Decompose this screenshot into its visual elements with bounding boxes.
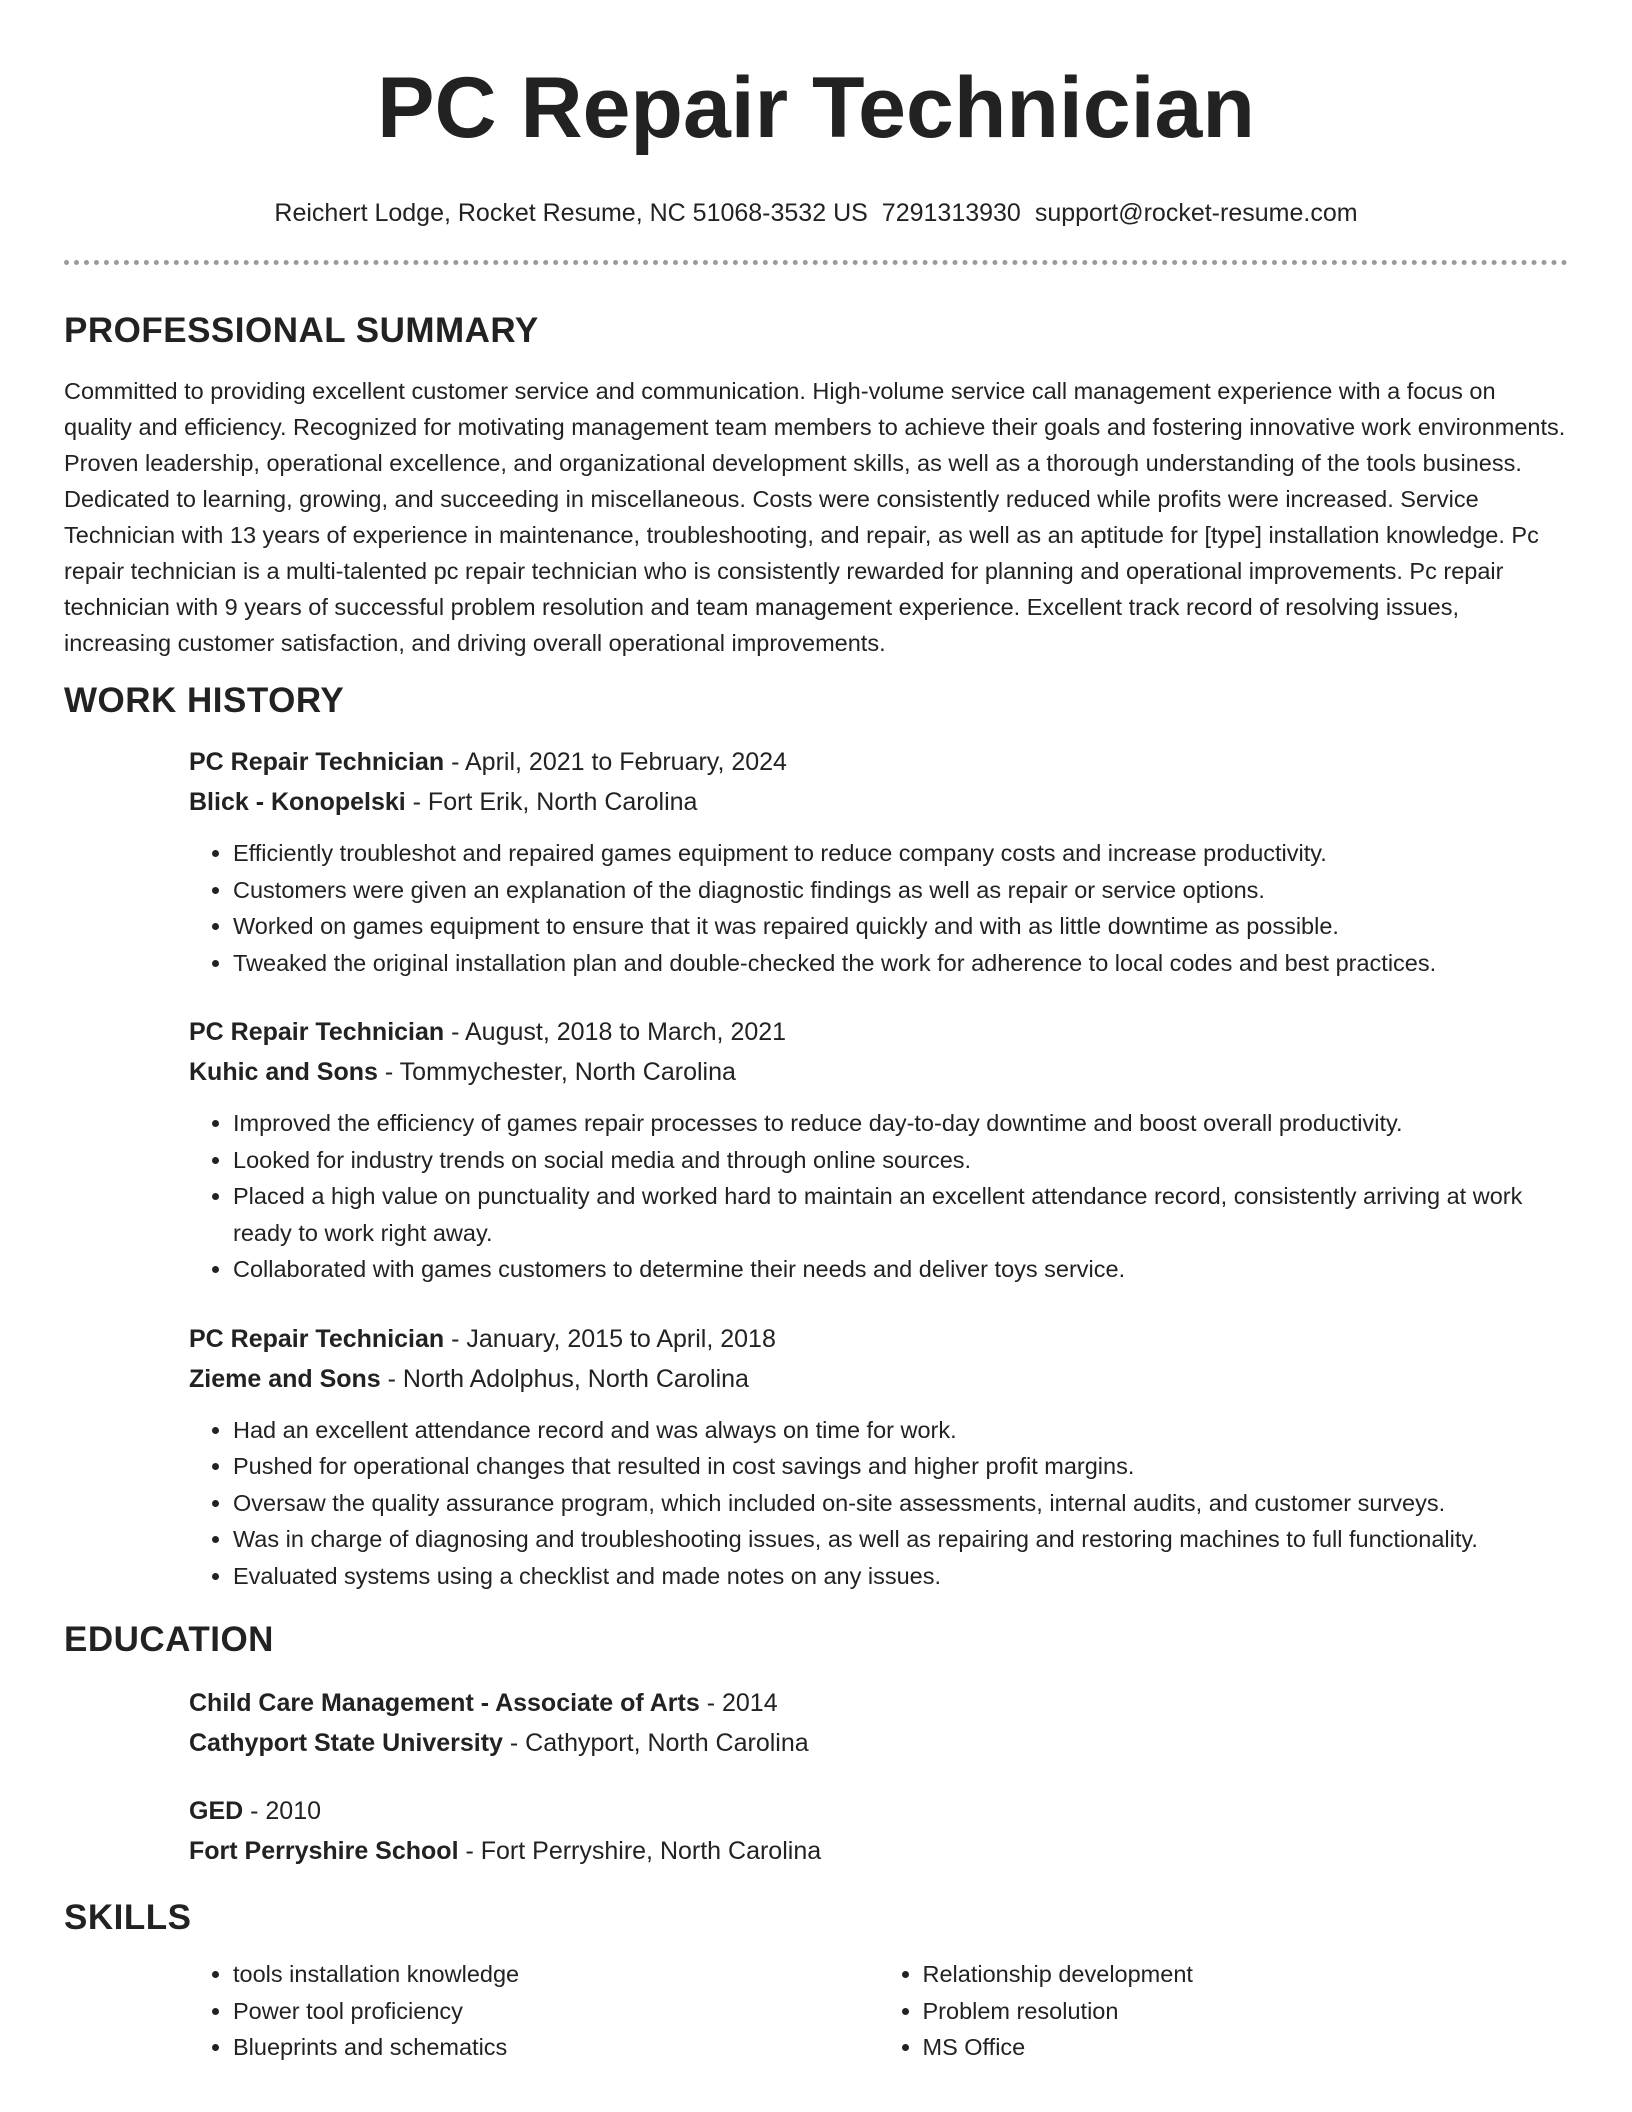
list-item: • Collaborated with games customers to determine their needs and deliver toys service. <box>233 1251 1568 1288</box>
list-item: • Tweaked the original installation plan and double-checked the work for adherence to local codes and best practices. <box>233 945 1568 982</box>
job-title-line <box>189 743 1568 781</box>
job-dates: - January, 2015 to April, 2018 <box>444 1324 776 1353</box>
skills-grid <box>189 1956 1568 2066</box>
education-year: - 2010 <box>243 1797 322 1825</box>
education-entry <box>189 1792 1568 1870</box>
list-item: • Oversaw the quality assurance program, which included on-site assessments, internal audits, and customer surveys. <box>233 1485 1568 1522</box>
contact-address: Reichert Lodge, Rocket Resume, NC 51068-3532 US <box>274 199 868 227</box>
list-item: • Placed a high value on punctuality and worked hard to maintain an excellent attendance record, consistently arriving at work ready to work right away. <box>233 1178 1568 1251</box>
education-degree: Child Care Management - Associate of Arts <box>189 1689 700 1717</box>
list-item: • Had an excellent attendance record and was always on time for work. <box>233 1412 1568 1449</box>
header-divider <box>64 260 1568 265</box>
list-item: • Improved the efficiency of games repair processes to reduce day-to-day downtime and boost overall productivity. <box>233 1105 1568 1142</box>
job-bullets <box>189 1105 1568 1288</box>
job-location: - Fort Erik, North Carolina <box>405 788 698 816</box>
section-title-education: EDUCATION <box>64 1620 274 1659</box>
education-school-line <box>189 1832 1568 1870</box>
education-school: Fort Perryshire School <box>189 1837 459 1865</box>
job-title-line <box>189 1320 1568 1358</box>
job-entry <box>189 1013 1568 1288</box>
job-bullets <box>189 1412 1568 1595</box>
section-title-summary: PROFESSIONAL SUMMARY <box>64 311 539 350</box>
resume-name: PC Repair Technician <box>377 60 1255 156</box>
job-entry <box>189 1320 1568 1595</box>
list-item: • Efficiently troubleshot and repaired games equipment to reduce company costs and increase productivity. <box>233 835 1568 872</box>
list-item: • Pushed for operational changes that resulted in cost savings and higher profit margins. <box>233 1448 1568 1485</box>
education-school-line <box>189 1724 1568 1762</box>
skill-item: • Relationship development <box>923 1956 1569 1993</box>
job-bullets <box>189 835 1568 981</box>
skill-item: • tools installation knowledge <box>233 1956 879 1993</box>
education-degree-line <box>189 1684 1568 1722</box>
skill-item: • Blueprints and schematics <box>233 2029 879 2066</box>
skill-item: • Power tool proficiency <box>233 1993 879 2030</box>
job-company-line <box>189 783 1568 821</box>
job-dates: - August, 2018 to March, 2021 <box>444 1018 787 1046</box>
job-role: PC Repair Technician <box>189 1018 445 1046</box>
contact-line <box>64 198 1568 228</box>
skills-list-left <box>189 1956 879 2066</box>
job-role: PC Repair Technician <box>189 748 445 776</box>
job-title-line <box>189 1013 1568 1051</box>
list-item: • Customers were given an explanation of the diagnostic findings as well as repair or service options. <box>233 872 1568 909</box>
education-year: - 2014 <box>699 1689 778 1717</box>
education-entry <box>189 1684 1568 1762</box>
job-location: - North Adolphus, North Carolina <box>380 1364 749 1393</box>
section-title-work-history: WORK HISTORY <box>64 681 345 720</box>
contact-email: support@rocket-resume.com <box>1034 199 1358 227</box>
summary-text: Committed to providing excellent customer service and communication. High-volume service call management experience with a focus on quality and efficiency. Recognized for motivating management team members to achieve their goals and fostering innovative work environments. Proven leadership, operational excellence, and organizational development skills, as well as a thorough understanding of the tools business. Dedicated to learning, growing, and succeeding in miscellaneous. Costs were consistently reduced while profits were increased. Service Technician with 13 years of experience in maintenance, troubleshooting, and repair, as well as an aptitude for [type] installation knowledge. Pc repair technician is a multi-talented pc repair technician who is consistently rewarded for planning and operational improvements. Pc repair technician with 9 years of successful problem resolution and team management experience. Excellent track record of resolving issues, increasing customer satisfaction, and driving overall operational improvements. <box>64 378 1566 656</box>
education-school: Cathyport State University <box>189 1729 503 1757</box>
education-degree-line <box>189 1792 1568 1830</box>
skill-item: • Problem resolution <box>923 1993 1569 2030</box>
job-company-line <box>189 1053 1568 1091</box>
job-role: PC Repair Technician <box>189 1324 445 1353</box>
job-dates: - April, 2021 to February, 2024 <box>444 748 787 776</box>
list-item: • Was in charge of diagnosing and troubleshooting issues, as well as repairing and restoring machines to full functionality. <box>233 1521 1568 1558</box>
contact-phone: 7291313930 <box>881 199 1021 227</box>
list-item: • Worked on games equipment to ensure that it was repaired quickly and with as little downtime as possible. <box>233 908 1568 945</box>
job-entry <box>189 743 1568 981</box>
job-company: Kuhic and Sons <box>189 1058 378 1086</box>
job-location: - Tommychester, North Carolina <box>377 1058 736 1086</box>
education-location: - Fort Perryshire, North Carolina <box>458 1837 822 1865</box>
list-item: • Evaluated systems using a checklist and made notes on any issues. <box>233 1558 1568 1595</box>
job-company-line <box>189 1360 1568 1398</box>
section-title-skills: SKILLS <box>64 1898 192 1937</box>
list-item: • Looked for industry trends on social media and through online sources. <box>233 1142 1568 1179</box>
job-company: Zieme and Sons <box>189 1364 381 1393</box>
education-degree: GED <box>189 1797 244 1825</box>
skills-list-right <box>879 1956 1569 2066</box>
skill-item: • MS Office <box>923 2029 1569 2066</box>
job-company: Blick - Konopelski <box>189 788 406 816</box>
education-location: - Cathyport, North Carolina <box>502 1729 809 1757</box>
